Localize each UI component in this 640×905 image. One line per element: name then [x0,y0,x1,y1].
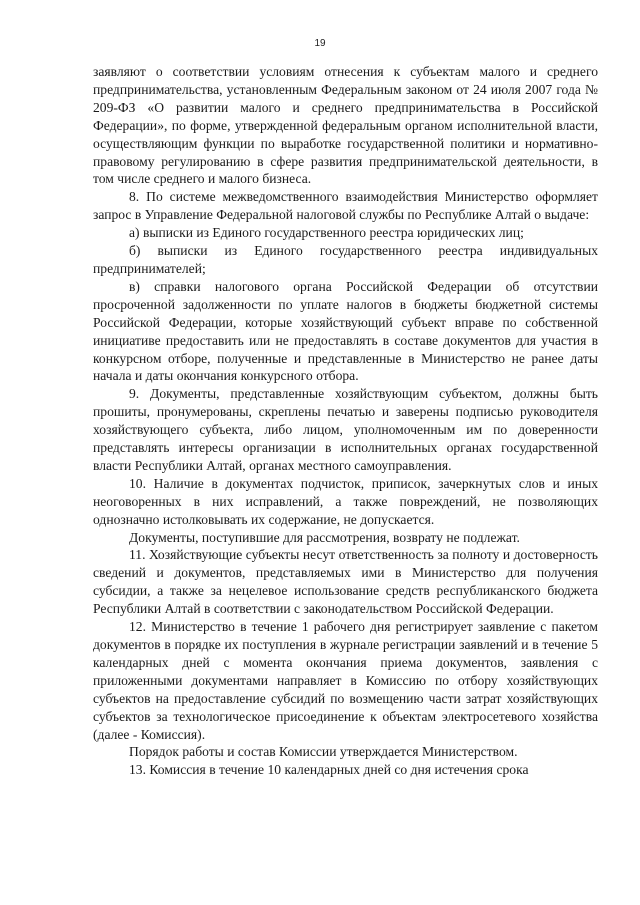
paragraph-item-10: 10. Наличие в документах подчисток, приписок, зачеркнутых слов и иных неоговоренных в них исправлений, а также повреждений, не позволяющих однозначно истолковывать их содержание, не допускается. [93,475,598,527]
paragraph-item-9: 9. Документы, представленные хозяйствующим субъектом, должны быть прошиты, пронумерованы, скреплены печатью и заверены подписью руководителя хозяйствующего субъекта, либо лицом, уполномоченным им по доверенности представлять интересы организации в исполнительных органах государственной власти Республики Алтай, органах местного самоуправления. [93,386,598,473]
paragraph-subitem-a: а) выписки из Единого государственного реестра юридических лиц; [129,225,524,241]
paragraph-continuation: заявляют о соответствии условиям отнесения к субъектам малого и среднего предпринимательства, установленным Федеральным законом от 24 июля 2007 года № 209-ФЗ «О развитии малого и среднего предпринимательства в Российской Федерации», по форме, утвержденной федеральным органом исполнительной власти, осуществляющим функции по выработке государственной политики и нормативно-правовому регулированию в сфере развития предпринимательской деятельности, в том числе среднего и малого бизнеса. [93,64,598,187]
paragraph-commission-procedure: Порядок работы и состав Комиссии утверждается Министерством. [129,744,518,760]
paragraph-subitem-v: в) справки налогового органа Российской Федерации об отсутствии просроченной задолженности по уплате налогов в бюджеты бюджетной системы Российской Федерации, которые хозяйствующий субъект вправе по собственной инициативе предоставить или не предоставлять в составе документов для участия в конкурсном отборе, полученные и представленные в Министерство не ранее даты начала и даты окончания конкурсного отбора. [93,278,598,384]
paragraph-item-8: 8. По системе межведомственного взаимодействия Министерство оформляет запрос в Управление Федеральной налоговой службы по Республике Алтай о выдаче: [93,189,598,223]
page-number: 19 [314,38,326,49]
paragraph-item-11: 11. Хозяйствующие субъекты несут ответственность за полноту и достоверность сведений и документов, представляемых ими в Министерство для получения субсидии, а также за нецелевое использование средств республиканского бюджета Республики Алтай в соответствии с законодательством Российской Федерации. [93,547,598,617]
paragraph-documents-no-return: Документы, поступившие для рассмотрения, возврату не подлежат. [129,529,520,545]
paragraph-subitem-b: б) выписки из Единого государственного реестра индивидуальных предпринимателей; [93,243,598,276]
document-body [93,63,598,779]
paragraph-item-12: 12. Министерство в течение 1 рабочего дня регистрирует заявление с пакетом документов в порядке их поступления в журнале регистрации заявлений и в течение 5 календарных дней с момента окончания приема документов, заявления с приложенными документами направляет в Комиссию по отбору хозяйствующих субъектов на предоставление субсидий по возмещению части затрат хозяйствующих субъектов за технологическое присоединение к объектам электросетевого хозяйства (далее - Комиссия). [93,619,598,742]
paragraph-item-13: 13. Комиссия в течение 10 календарных дней со дня истечения срока [129,762,529,778]
